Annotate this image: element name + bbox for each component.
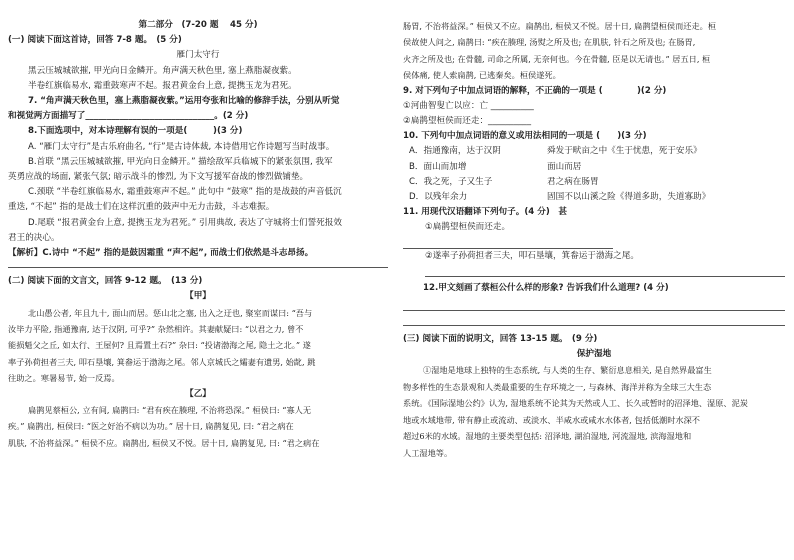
q8-option-b-line-2: 英勇应战的场面, 紧张气氛; 暗示战斗的惨烈, 为下文写援军奋战的惨烈做铺垫。 xyxy=(8,172,309,183)
passage-yi-cont-line-3: 火齐之所及也; 在骨髓, 司命之所属, 无奈何也。今在骨髓, 臣是以无请也。” 居五日, 桓 xyxy=(403,53,711,64)
q11-answer-line-2[interactable] xyxy=(425,264,785,277)
q8-option-d-line-2: 君王的决心。 xyxy=(8,232,60,243)
question-12: 12.甲文刻画了蔡桓公什么样的形象? 告诉我们什么道理? (4 分) xyxy=(423,282,669,293)
section-3-title: (三) 阅读下面的说明文，回答 13-15 题。 (9 分) xyxy=(403,334,598,345)
passage-yi-cont-line-2: 侯故使人问之, 扁鹊曰: “疾在腠理, 汤熨之所及也; 在肌肤, 针石之所及也; 在肠胃, xyxy=(403,37,696,48)
article-title: 保护湿地 xyxy=(576,349,612,360)
question-8: 8.下面选项中，对本诗理解有误的一项是( )(3 分) xyxy=(28,126,243,137)
q10-a-right: 舜发于畎亩之中《生于忧患，死于安乐》 xyxy=(547,146,702,157)
q10-option-b xyxy=(403,160,785,175)
passage-yi-title: 【乙】 xyxy=(185,388,211,399)
q10-b-right: 面山而居 xyxy=(547,161,582,172)
q12-answer-line-2[interactable] xyxy=(403,311,785,326)
q10-a-left: A．指通豫南，达于汉阴 xyxy=(409,146,501,157)
question-7-line-1: 7. “角声满天秋色里，塞上燕脂凝夜紫。”运用夸张和比喻的修辞手法，分别从听觉 xyxy=(28,96,340,107)
q10-b-left: B．面山而加增 xyxy=(409,161,467,172)
passage-jia-line-5: 往助之。寒暑易节, 始一反焉。 xyxy=(8,373,120,384)
q8-option-a: A. “雁门太守行”是古乐府曲名, “行”是古诗体裁, 本诗借用它作诗题写当时战事。 xyxy=(28,141,335,152)
left-column xyxy=(8,18,388,451)
passage-jia-line-2: 汝毕力平险, 指通豫南, 达于汉阴, 可乎?” 杂然相许。其妻献疑曰: “以君之力, 曾不 xyxy=(8,324,304,335)
passage-yi-line-2: 疾。” 扁鹊出, 桓侯曰: “医之好治不病以为功。” 居十日, 扁鹊复见, 曰: “君之病在 xyxy=(8,421,294,432)
q12-answer-line-1[interactable] xyxy=(403,296,785,311)
q10-option-c xyxy=(403,175,785,190)
q10-c-left: C．我之死，子又生子 xyxy=(409,176,493,187)
passage-jia-line-1: 北山愚公者, 年且九十, 面山而居。惩山北之塞, 出入之迂也, 聚室而谋曰: “吾与 xyxy=(28,307,313,318)
right-column xyxy=(403,18,785,461)
question-9: 9. 对下列句子中加点词语的解释，不正确的一项是 ( )(2 分) xyxy=(403,85,667,96)
passage-jia-title: 【甲】 xyxy=(185,291,211,302)
passage-yi-cont-line-1: 肠胃, 不治将益深。” 桓侯又不应。扁鹊出, 桓侯又不悦。居十日, 扁鹊望桓侯而还走。桓 xyxy=(403,21,717,31)
q11-item-1: ①扁鹊望桓侯而还走。 xyxy=(425,222,511,233)
q10-option-a xyxy=(403,144,785,159)
poem-line-2: 半卷红旗临易水, 霜重鼓寒声不起。报君黄金台上意, 提携玉龙为君死。 xyxy=(28,80,297,91)
analysis-note: 【解析】C.诗中 “不起” 指的是鼓因霜重 “声不起”, 而战士们依然是斗志昂扬。 xyxy=(8,248,314,259)
section-2-title: (二) 阅读下面的文言文，回答 9-12 题。 (13 分) xyxy=(8,276,203,287)
article-line-1: ①湿地是地球上独特的生态系统, 与人类的生存、繁衍息息相关, 是自然界最富生 xyxy=(423,365,712,376)
question-10: 10. 下列句中加点词语的意义或用法相同的一项是 ( )(3 分) xyxy=(403,131,647,142)
poem-title: 雁门太守行 xyxy=(176,50,220,61)
q8-option-d-line-1: D.尾联 “报君黄金台上意, 提携玉龙为君死。” 引用典故, 表达了守城将士们誓死报效 xyxy=(28,217,342,228)
passage-jia-line-3: 能损魁父之丘, 如太行、王屋何? 且焉置土石?” 杂曰: “投诸渤海之尾, 隐土之北。” 遂 xyxy=(8,340,311,351)
article-line-6: 人工湿地等。 xyxy=(403,447,453,458)
q11-answer-line-1[interactable] xyxy=(403,236,613,249)
poem-line-1: 黑云压城城欲摧, 甲光向日金鳞开。角声满天秋色里, 塞上燕脂凝夜紫。 xyxy=(28,65,297,76)
passage-yi-line-3: 肌肤, 不治将益深。” 桓侯不应。扁鹊出, 桓侯又不悦。居十日, 扁鹊复见, 曰: “君之病在 xyxy=(8,437,320,448)
q8-option-b-line-1: B.首联 “黑云压城城欲摧, 甲光向日金鳞开。” 描绘敌军兵临城下的紧张氛围, 我军 xyxy=(28,156,333,167)
q10-d-left: D．以残年余力 xyxy=(409,192,468,203)
q11-item-2: ②遂率子孙荷担者三夫，叩石垦壤，箕畚运于渤海之尾。 xyxy=(425,250,639,261)
section-1-title: (一) 阅读下面这首诗，回答 7-8 题。 (5 分) xyxy=(8,35,182,46)
q10-d-right: 固国不以山溪之险《得道多助，失道寡助》 xyxy=(547,192,711,203)
q9-item-2: ②扁鹊望桓侯而还走：__________ xyxy=(403,116,532,127)
passage-jia-line-4: 率子孙荷担者三夫, 叩石垦壤, 箕畚运于渤海之尾。邻人京城氏之孀妻有遗男, 始龀, 跳 xyxy=(8,356,316,367)
passage-yi-cont-line-4: 侯体痛, 使人索扁鹊, 已逃秦矣。桓侯遂死。 xyxy=(403,70,561,81)
article-line-3: 系统。《国际湿地公约》认为, 湿地系统不论其为天然或人工、长久或暂时的沼泽地、湿原、泥炭 xyxy=(403,398,748,409)
q9-item-1: ①河曲智叟亡以应：亡 __________ xyxy=(403,100,534,111)
passage-yi-line-1: 扁鹊见蔡桓公, 立有间, 扁鹊曰: “君有疾在腠理, 不治将恐深。” 桓侯曰: “寡人无 xyxy=(28,404,312,415)
q10-c-right: 君之病在肠胃 xyxy=(547,176,599,187)
question-11: 11. 用现代汉语翻译下列句子。(4 分) 甚 xyxy=(403,207,567,218)
q8-option-c-line-1: C.颈联 “半卷红旗临易水, 霜重鼓寒声不起。” 此句中 “鼓寒” 指的是战鼓的声音低沉 xyxy=(28,187,342,198)
part-title: 第二部分 (7-20 题 45 分) xyxy=(138,20,258,30)
q10-option-d xyxy=(403,190,785,205)
q8-option-c-line-2: 重迭, “不起” 指的是战士们在这样沉重的鼓声中无力击鼓，斗志难振。 xyxy=(8,202,275,213)
article-line-5: 超过6米的水域。湿地的主要类型包括: 沼泽地, 湖泊湿地, 河流湿地, 滨海湿地和 xyxy=(403,431,692,442)
article-line-4: 地或水域地带, 带有静止或流动、或淡水、半咸水或咸水水体者, 包括低潮时水深不 xyxy=(403,414,700,425)
divider-line xyxy=(8,261,388,268)
article-line-2: 物多样性的生态景观和人类最重要的生存环境之一, 与森林、海洋并称为全球三大生态 xyxy=(403,381,712,392)
question-7-line-2: 和视觉两方面描写了______________________________。(2 分) xyxy=(8,111,249,122)
